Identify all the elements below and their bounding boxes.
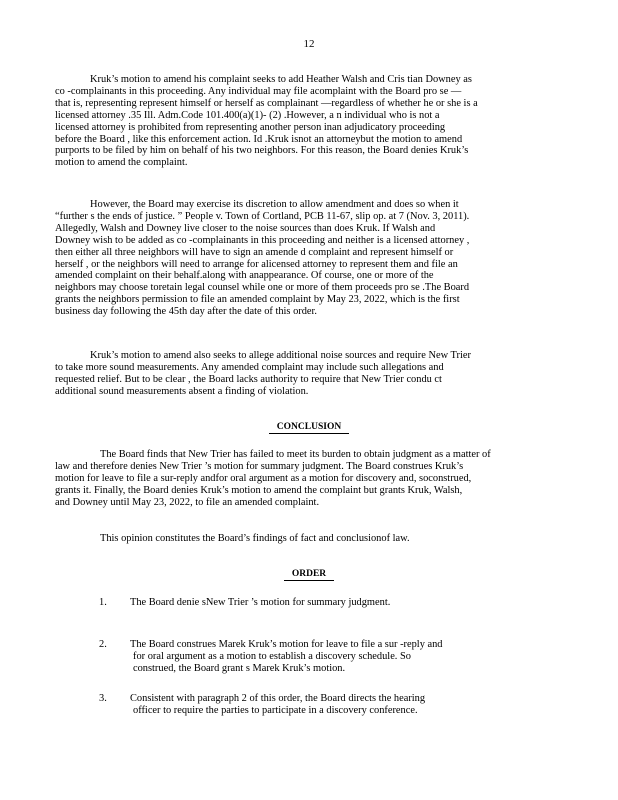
paragraph-line: amended complaint on their behalf.along with anappearance. Of course, one or more of the (55, 270, 434, 282)
paragraph-line: grants the neighbors permission to file an amended complaint by May 23, 2022, which is the first (55, 294, 460, 306)
paragraph-line: The Board finds that New Trier has failed to meet its burden to obtain judgment as a matter of (100, 449, 491, 460)
paragraph-opinion (55, 533, 545, 545)
paragraph-line: Allegedly, Walsh and Downey live closer to the noise sources than does Kruk. If Walsh and (55, 222, 436, 234)
order-number: 2. (99, 639, 107, 650)
paragraph-line: then either all three neighbors will have to sign an amende d complaint and represent himself or (55, 246, 454, 258)
paragraph-line: requested relief. But to be clear , the Board lacks authority to require that New Trier condu ct (55, 373, 442, 385)
order-number: 3. (99, 693, 107, 704)
paragraph-line: additional sound measurements absent a finding of violation. (55, 385, 309, 397)
paragraph-line: grants it. Finally, the Board denies Kruk’s motion to amend the complaint but grants Kruk, Walsh, (55, 484, 463, 496)
paragraph-line: before the Board , like this enforcement action. Id .Kruk isnot an attorneybut the motion to amend (55, 133, 463, 145)
paragraph-3 (55, 350, 545, 398)
paragraph-line: purports to be filed by him on behalf of his two neighbors. For this reason, the Board denies Kruk’s (55, 145, 469, 157)
paragraph-line: that is, representing represent himself or herself as complainant —regardless of whether he or she is a (55, 97, 478, 109)
order-line: for oral argument as a motion to establish a discovery schedule. So (133, 651, 411, 662)
paragraph-line: herself , or the neighbors will need to arrange for alicensed attorney to represent them and file an (55, 258, 458, 270)
page-number: 12 (303, 38, 315, 50)
order-line: Consistent with paragraph 2 of this order, the Board directs the hearing (130, 693, 426, 704)
paragraph-line: to take more sound measurements. Any amended complaint may include such allegations and (55, 361, 444, 373)
paragraph-line: business day following the 45th day after the date of this order. (55, 306, 318, 318)
paragraph-line: Kruk’s motion to amend his complaint seeks to add Heather Walsh and Cris tian Downey as (90, 74, 472, 85)
order-line: The Board construes Marek Kruk’s motion for leave to file a sur -reply and (130, 639, 443, 650)
paragraph-line: “further s the ends of justice. ” People v. Town of Cortland, PCB 11-67, slip op. at 7 (Nov. 3, 2011). (55, 210, 470, 222)
paragraph-line: and Downey until May 23, 2022, to file an amended complaint. (55, 496, 320, 508)
order-number: 1. (99, 597, 107, 608)
paragraph-line: motion for leave to file a sur-reply andfor oral argument as a motion for discovery and, soconstrued, (55, 472, 472, 484)
paragraph-2 (55, 199, 545, 318)
order-line: The Board denie sNew Trier ’s motion for summary judgment. (130, 597, 391, 608)
order-heading: ORDER (0, 569, 618, 581)
order-line: construed, the Board grant s Marek Kruk’s motion. (133, 663, 346, 674)
paragraph-line: Kruk’s motion to amend also seeks to allege additional noise sources and require New Trier (90, 350, 471, 361)
order-line: officer to require the parties to participate in a discovery conference. (133, 705, 418, 716)
paragraph-line: co -complainants in this proceeding. Any individual may file acomplaint with the Board pro se — (55, 85, 462, 97)
paragraph-1 (55, 74, 545, 169)
paragraph-line: This opinion constitutes the Board’s findings of fact and conclusionof law. (100, 533, 410, 544)
paragraph-line: licensed attorney .35 Ill. Adm.Code 101.400(a)(1)- (2) .However, a n individual who is not a (55, 109, 440, 121)
paragraph-line: motion to amend the complaint. (55, 157, 188, 169)
paragraph-line: Downey wish to be added as co -complainants in this proceeding and neither is a licensed attorney , (55, 234, 470, 246)
paragraph-line: licensed attorney is prohibited from representing another person inan adjudicatory proceeding (55, 121, 446, 133)
paragraph-line: law and therefore denies New Trier ’s motion for summary judgment. The Board construes Kruk’s (55, 460, 464, 472)
paragraph-line: However, the Board may exercise its discretion to allow amendment and does so when it (90, 199, 459, 210)
conclusion-heading: CONCLUSION (0, 422, 618, 434)
paragraph-line: neighbors may choose toretain legal counsel while one or more of them proceeds pro se .The Board (55, 282, 470, 294)
paragraph-conclusion (55, 449, 545, 509)
